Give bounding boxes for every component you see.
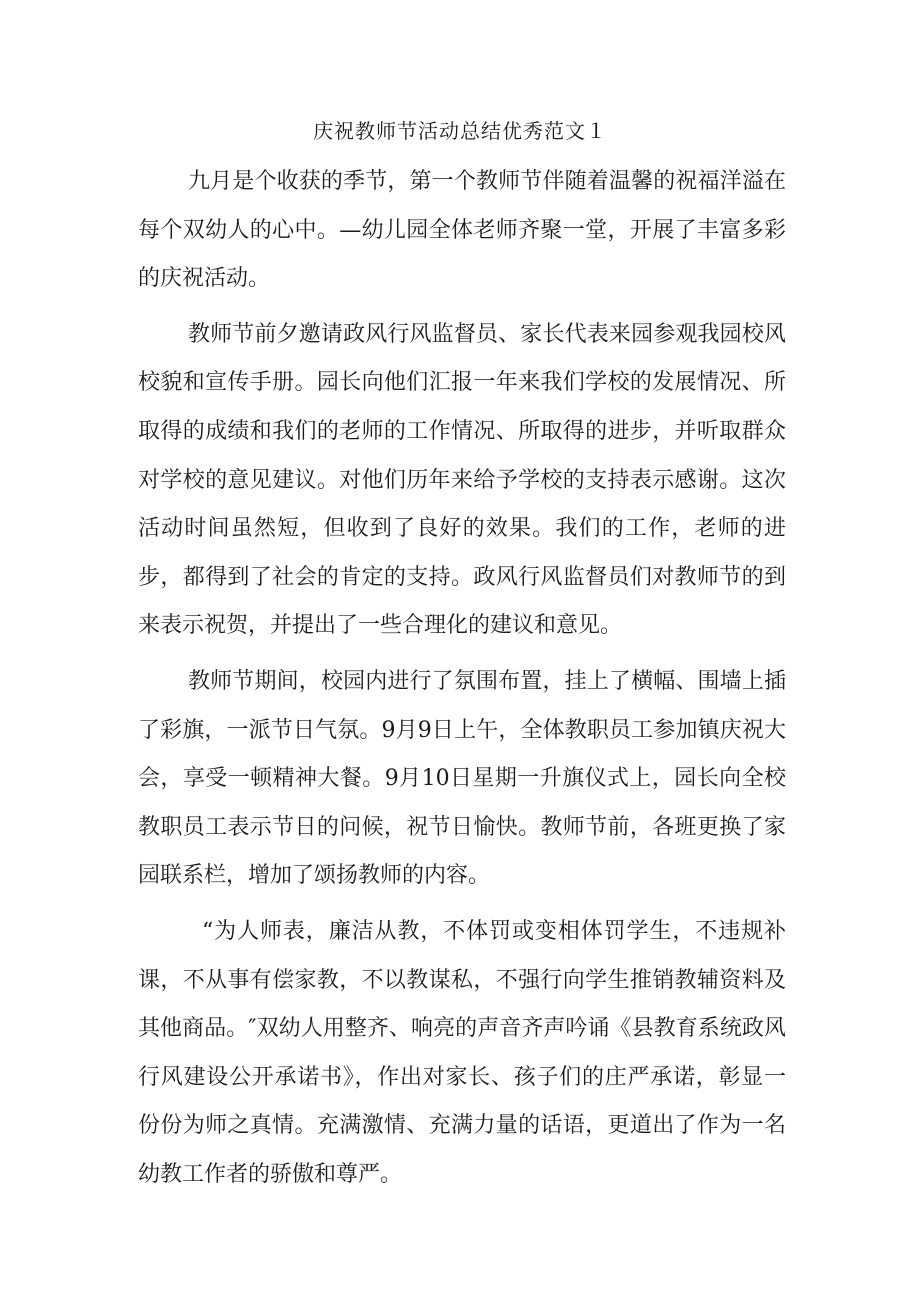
paragraph-2: 教师节前夕邀请政风行风监督员、家长代表来园参观我园校风校貌和宣传手册。园长向他们汇报一年来我们学校的发展情况、所取得的成绩和我们的老师的工作情况、所取得的进步，并听取群众对学校的意见建议。对他们历年来给予学校的支持表示感谢。这次活动时间虽然短，但收到了良好的效果。我们的工作，老师的进步，都得到了社会的肯定的支持。政风行风监督员们对教师节的到来表示祝贺，并提出了一些合理化的建议和意见。 <box>138 321 786 639</box>
document-title: 庆祝教师节活动总结优秀范文１ <box>313 119 607 143</box>
paragraph-3: 教师节期间，校园内进行了氛围布置，挂上了横幅、围墙上插了彩旗，一派节日气氛。9月9日上午，全体教职员工参加镇庆祝大会，享受一顿精神大餐。9月10日星期一升旗仪式上，园长向全校教职员工表示节日的问候，祝节日愉快。教师节前，各班更换了家园联系栏，增加了颂扬教师的内容。 <box>138 668 786 889</box>
document-body <box>138 158 786 1199</box>
paragraph-4: “为人师表，廉洁从教，不体罚或变相体罚学生，不违规补课，不从事有偿家教，不以教谋私，不强行向学生推销教辅资料及其他商品。″双幼人用整齐、响亮的声音齐声吟诵《县教育系统政风行风建设公开承诺书》，作出对家长、孩子们的庄严承诺，彰显一份份为师之真情。充满激情、充满力量的话语，更道出了作为一名幼教工作者的骄傲和尊严。 <box>138 918 786 1187</box>
paragraph-1: 九月是个收获的季节，第一个教师节伴随着温馨的祝福洋溢在每个双幼人的心中。—幼儿园全体老师齐聚一堂，开展了丰富多彩的庆祝活动。 <box>138 169 786 292</box>
